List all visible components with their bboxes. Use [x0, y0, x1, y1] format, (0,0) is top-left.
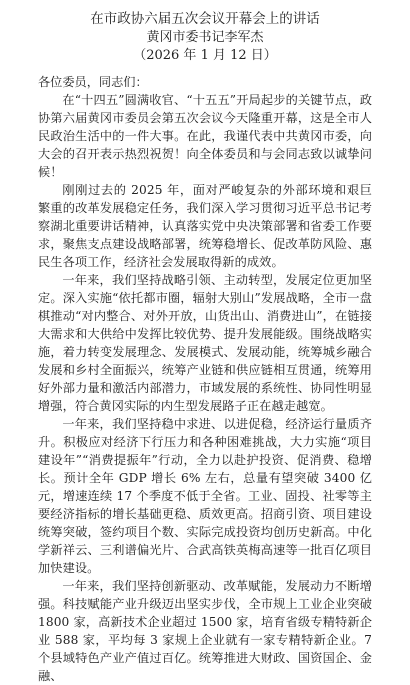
paragraph-strategy: 一年来，我们坚持战略引领、主动转型，发展定位更加坚定。深入实施“依托都市圈，辐射大别山”发展战略，全市一盘棋推动“对内整合、对外开放，山货出山、消费进山”，在链接大需求和大供给中发挥比较优势、提升发展能级。围绕战略实施，着力转变发展理念、发展模式、发展动能，统筹城乡融合发展和乡村全面振兴，统筹产业链和供应链相互贯通，统筹用好外部力量和激活内部潜力，市域发展的系统性、协同性明显增强，符合黄冈实际的内生型发展路子正在越走越宽。	[38, 273, 372, 413]
paragraph-innovation: 一年来，我们坚持创新驱动、改革赋能，发展动力不断增强。科技赋能产业升级迈出坚实步伐，全市规上工业企业突破 1800 家，高新技术企业超过 1500 家，培育省级专精特新企业 588 家，平均每 3 家规上企业就有一家专精特新企业。7 个县域特色产业产值过百亿。统筹推进大财政、国资国企、金融、	[38, 579, 372, 683]
salutation: 各位委员，同志们：	[38, 75, 148, 89]
paragraph-opening: 在“十四五”圆满收官、“十五五”开局起步的关键节点，政协第六届黄冈市委员会第五次会议今天隆重开幕，这是全市人民政治生活中的一件大事。在此，我谨代表中共黄冈市委，向大会的召开表示热烈祝贺！向全体委员和与会同志致以诚挚问候！	[38, 93, 372, 179]
speech-title: 在市政协六届五次会议开幕会上的讲话	[90, 11, 320, 27]
speech-date: （2026 年 1 月 12 日）	[133, 48, 277, 63]
paragraph-economy: 一年来，我们坚持稳中求进、以进促稳，经济运行量质齐升。积极应对经济下行压力和各种困难挑战，大力实施“项目建设年”“消费提振年”行动，全力以赴护投资、促消费、稳增长。预计全年 GDP 增长 6% 左右，总量有望突破 3400 亿元，增速连续 17 个季度不低于全省。工业、固投、社零等主要经济指标的增长基础更稳、质效更高。招商引资、项目建设统筹突破，签约项目个数、实际完成投资均创历史新高。中化学新祥云、三利谱偏光片、合武高铁英梅高速等一批百亿项目加快建设。	[38, 417, 372, 575]
paragraph-review-2025: 刚刚过去的 2025 年，面对严峻复杂的外部环境和艰巨繁重的改革发展稳定任务，我们深入学习贯彻习近平总书记考察湖北重要讲话精神，认真落实党中央决策部署和省委工作要求，聚焦支点建设战略部署，统筹稳增长、促改革防风险、惠民生各项工作，经济社会发展取得新的成效。	[38, 183, 372, 269]
speech-author: 黄冈市委书记李军杰	[146, 30, 264, 45]
